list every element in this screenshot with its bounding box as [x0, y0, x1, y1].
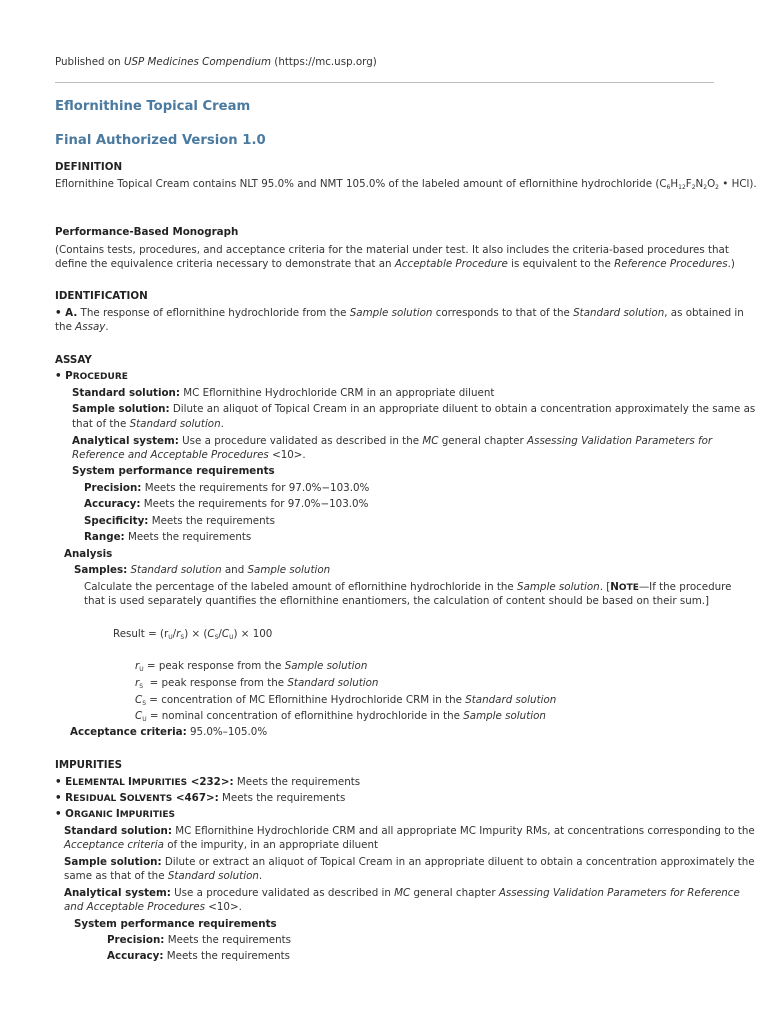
assay-specificity: Specificity: Meets the requirements	[84, 515, 275, 527]
variable-ru: $r_U$ = peak response from the Sample solution	[135, 660, 368, 673]
assay-standard-solution: Standard solution: MC Eflornithine Hydrochloride CRM in an appropriate diluent	[72, 387, 495, 399]
compendium-link[interactable]: https://mc.usp.org	[278, 56, 373, 68]
impurities-spr-heading: System performance requirements	[74, 918, 277, 930]
variable-rs: $r_S$ = peak response from the Standard solution	[135, 677, 379, 690]
assay-analytical-system-line-2: Reference and Acceptable Procedures <10>.	[72, 449, 306, 461]
assay-acceptance-criteria: Acceptance criteria: 95.0%–105.0%	[70, 726, 268, 738]
result-formula: Result = $(r_U/r_S) \times (C_S/C_U) \times 100$	[113, 628, 273, 641]
calculation-line-2: that is used separately quantifies the eflornithine enantiomers, the calculation of content should be based on their sum.]	[84, 595, 710, 607]
procedure-heading: • PROCEDURE	[55, 370, 128, 382]
identification-a-line-1: • A. The response of eflornithine hydrochloride from the Sample solution corresponds to that of the Standard solution, as obtained in	[55, 307, 744, 319]
assay-accuracy: Accuracy: Meets the requirements for 97.0%−103.0%	[84, 498, 369, 510]
variable-cs: $C_S$ = concentration of MC Eflornithine Hydrochloride CRM in the Standard solution	[135, 694, 557, 707]
performance-line-1: (Contains tests, procedures, and acceptance criteria for the material under test. It also includes the criteria-based procedures that	[55, 244, 729, 256]
compendium-name: USP Medicines Compendium	[123, 56, 272, 68]
residual-solvents: • RESIDUAL SOLVENTS <467>: Meets the requirements	[55, 792, 346, 804]
impurities-analytical-system-line-2: and Acceptable Procedures <10>.	[64, 901, 242, 913]
impurities-sample-solution-line-2: same as that of the Standard solution.	[64, 870, 263, 882]
impurities-sample-solution-line-1: Sample solution: Dilute or extract an aliquot of Topical Cream in an appropriate diluent to obtain a concentration approximately the	[64, 856, 755, 868]
organic-impurities-heading: • ORGANIC IMPURITIES	[55, 808, 175, 820]
assay-precision: Precision: Meets the requirements for 97.0%−103.0%	[84, 482, 370, 494]
page-title: Eflornithine Topical Cream	[55, 99, 251, 114]
impurities-precision: Precision: Meets the requirements	[107, 934, 292, 946]
assay-sample-solution-line-1: Sample solution: Dilute an aliquot of Topical Cream in an appropriate diluent to obtain a concentration approximately the same as	[72, 403, 756, 415]
calculation-line-1: Calculate the percentage of the labeled amount of eflornithine hydrochloride in the Sample solution. [NOTE—If the procedure	[84, 581, 732, 593]
analysis-samples: Samples: Standard solution and Sample solution	[74, 564, 331, 576]
publication-line: Published on USP Medicines Compendium (https://mc.usp.org)	[55, 56, 377, 68]
impurities-standard-solution-line-1: Standard solution: MC Eflornithine Hydrochloride CRM and all appropriate MC Impurity RMs, at concentrations corresponding to the	[64, 825, 755, 837]
performance-heading: Performance-Based Monograph	[55, 226, 239, 238]
version-title: Final Authorized Version 1.0	[55, 133, 266, 148]
assay-analytical-system-line-1: Analytical system: Use a procedure validated as described in the MC general chapter Assessing Validation Parameters for	[72, 435, 713, 447]
assay-range: Range: Meets the requirements	[84, 531, 252, 543]
assay-sample-solution-line-2: that of the Standard solution.	[72, 418, 224, 430]
definition-text: Eflornithine Topical Cream contains NLT 95.0% and NMT 105.0% of the labeled amount of eflornithine hydrochloride ($C_6H_{12}F_2N_2O_2$ • HCl).	[55, 178, 757, 191]
variable-cu: $C_U$ = nominal concentration of eflornithine hydrochloride in the Sample solution	[135, 710, 546, 723]
performance-line-2: define the equivalence criteria necessary to demonstrate that an Acceptable Procedure is equivalent to the Reference Procedures.)	[55, 258, 735, 270]
identification-heading: IDENTIFICATION	[55, 290, 148, 302]
impurities-heading: IMPURITIES	[55, 759, 123, 771]
impurities-standard-solution-line-2: Acceptance criteria of the impurity, in an appropriate diluent	[64, 839, 379, 851]
analysis-heading: Analysis	[64, 548, 113, 560]
impurities-analytical-system-line-1: Analytical system: Use a procedure validated as described in MC general chapter Assessing Validation Parameters for Reference	[64, 887, 740, 899]
elemental-impurities: • ELEMENTAL IMPURITIES <232>: Meets the requirements	[55, 776, 361, 788]
impurities-accuracy: Accuracy: Meets the requirements	[107, 950, 291, 962]
assay-spr-heading: System performance requirements	[72, 465, 275, 477]
header-divider	[55, 82, 714, 83]
identification-a-line-2: the Assay.	[55, 321, 109, 333]
assay-heading: ASSAY	[55, 354, 92, 366]
definition-heading: DEFINITION	[55, 161, 123, 173]
chemical-formula: $C_6H_{12}F_2N_2O_2$	[659, 178, 719, 191]
